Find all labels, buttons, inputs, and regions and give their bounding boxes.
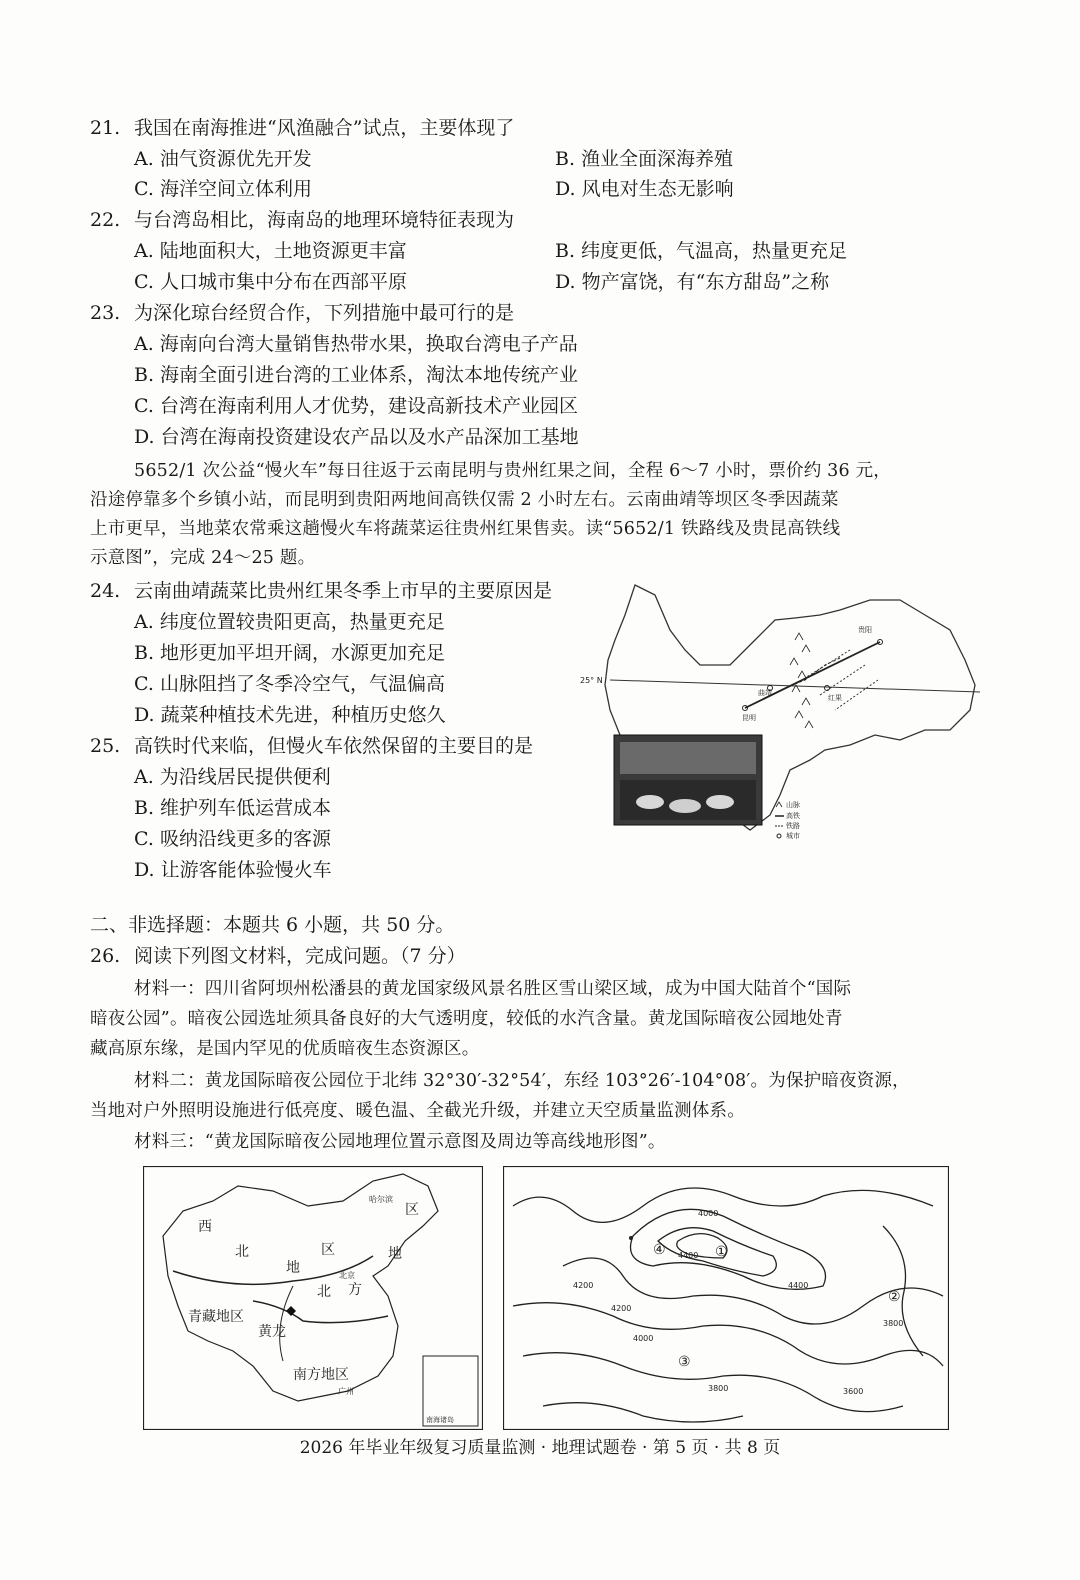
q25-option-a: A. 为沿线居民提供便利 [134, 766, 331, 788]
q24-option-b: B. 地形更加平坦开阔，水源更加充足 [134, 642, 446, 664]
passage-line: 上市更早，当地菜农常乘这趟慢火车将蔬菜运往贵州红果售卖。读“5652/1 铁路线及贵昆高铁线 [90, 519, 841, 539]
svg-text:区: 区 [321, 1242, 335, 1258]
svg-text:①: ① [715, 1244, 728, 1260]
svg-text:3800: 3800 [708, 1384, 729, 1393]
svg-text:哈尔滨: 哈尔滨 [369, 1195, 393, 1204]
map-legend [775, 800, 800, 840]
q24-option-d: D. 蔬菜种植技术先进，种植历史悠久 [134, 704, 446, 726]
svg-text:山脉: 山脉 [786, 801, 800, 809]
material-2-line: 材料二：黄龙国际暗夜公园位于北纬 32°30′-32°54′，东经 103°26′-104°08′。为保护暗夜资源， [134, 1071, 910, 1091]
china-location-map [143, 1166, 483, 1430]
svg-text:3600: 3600 [843, 1387, 864, 1396]
q23-option-a: A. 海南向台湾大量销售热带水果，换取台湾电子产品 [134, 333, 578, 355]
passage-line: 示意图”，完成 24～25 题。 [90, 548, 316, 568]
material-2-line: 当地对户外照明设施进行低亮度、暖色温、全截光升级，并建立天空质量监测体系。 [90, 1101, 745, 1121]
question-24-stem: 24. 云南曲靖蔬菜比贵州红果冬季上市早的主要原因是 [90, 580, 553, 602]
section-heading: 二、非选择题：本题共 6 小题，共 50 分。 [90, 914, 455, 936]
question-number: 23. [90, 302, 121, 324]
svg-text:西: 西 [198, 1219, 212, 1235]
svg-text:②: ② [888, 1289, 901, 1305]
q22-option-a: A. 陆地面积大，土地资源更丰富 [134, 240, 407, 262]
svg-text:南海诸岛: 南海诸岛 [426, 1416, 454, 1424]
contour-map [503, 1166, 949, 1430]
svg-text:区: 区 [405, 1202, 419, 1218]
question-number: 21. [90, 117, 121, 139]
q25-option-c: C. 吸纳沿线更多的客源 [134, 828, 331, 850]
passage-line: 沿途停靠多个乡镇小站，而昆明到贵阳两地间高铁仅需 2 小时左右。云南曲靖等坝区冬季因蔬菜 [90, 490, 839, 510]
q25-option-b: B. 维护列车低运营成本 [134, 797, 332, 819]
city-hongguo: 红果 [828, 694, 842, 702]
q21-option-a: A. 油气资源优先开发 [134, 148, 312, 170]
svg-text:方: 方 [348, 1282, 362, 1298]
q21-option-b: B. 渔业全面深海养殖 [555, 148, 734, 170]
svg-text:④: ④ [653, 1242, 666, 1258]
q21-option-d: D. 风电对生态无影响 [555, 178, 734, 200]
svg-text:4200: 4200 [573, 1281, 594, 1290]
q22-option-d: D. 物产富饶，有“东方甜岛”之称 [555, 271, 830, 293]
material-1-line: 藏高原东缘，是国内罕见的优质暗夜生态资源区。 [90, 1039, 480, 1059]
svg-text:4400: 4400 [788, 1281, 809, 1290]
q23-option-b: B. 海南全面引进台湾的工业体系，淘汰本地传统产业 [134, 364, 579, 386]
q23-option-c: C. 台湾在海南利用人才优势，建设高新技术产业园区 [134, 395, 578, 417]
qingzang-label: 青藏地区 [188, 1309, 244, 1325]
q22-option-b: B. 纬度更低，气温高，热量更充足 [555, 240, 848, 262]
material-3-line: 材料三：“黄龙国际暗夜公园地理位置示意图及周边等高线地形图”。 [134, 1132, 666, 1152]
svg-text:4400: 4400 [678, 1251, 699, 1260]
question-number: 25. [90, 735, 121, 757]
question-number: 22. [90, 209, 121, 231]
material-1-line: 暗夜公园”。暗夜公园选址须具备良好的大气透明度，较低的水汽含量。黄龙国际暗夜公园地处青 [90, 1009, 843, 1029]
q22-option-c: C. 人口城市集中分布在西部平原 [134, 271, 407, 293]
q24-option-c: C. 山脉阻挡了冬季冷空气，气温偏高 [134, 673, 445, 695]
svg-text:北京: 北京 [339, 1271, 355, 1280]
svg-text:③: ③ [678, 1354, 691, 1370]
huanglong-label: 黄龙 [258, 1324, 286, 1340]
question-number: 26. [90, 945, 121, 967]
svg-text:高铁: 高铁 [786, 812, 800, 820]
q21-option-c: C. 海洋空间立体利用 [134, 178, 312, 200]
svg-text:北: 北 [317, 1284, 331, 1300]
latitude-label: 25° N [580, 676, 603, 685]
svg-text:北: 北 [235, 1244, 249, 1260]
passage-line: 5652/1 次公益“慢火车”每日往返于云南昆明与贵州红果之间，全程 6～7 小时，票价约 36 元， [134, 461, 892, 481]
question-25-stem: 25. 高铁时代来临，但慢火车依然保留的主要目的是 [90, 735, 534, 757]
page-footer: 2026 年毕业年级复习质量监测 · 地理试题卷 · 第 5 页 · 共 8 页 [299, 1438, 781, 1458]
svg-text:地: 地 [388, 1246, 402, 1262]
question-22-stem: 22. 与台湾岛相比，海南岛的地理环境特征表现为 [90, 209, 515, 231]
nanfang-label: 南方地区 [293, 1367, 349, 1383]
q24-option-a: A. 纬度位置较贵阳更高，热量更充足 [134, 611, 445, 633]
svg-text:4000: 4000 [698, 1209, 719, 1218]
question-number: 24. [90, 580, 121, 602]
svg-text:3800: 3800 [883, 1319, 904, 1328]
railway-map [580, 570, 990, 850]
svg-text:4200: 4200 [611, 1304, 632, 1313]
q23-option-d: D. 台湾在海南投资建设农产品以及水产品深加工基地 [134, 426, 579, 448]
city-guiyang: 贵阳 [858, 626, 872, 634]
question-26-stem: 26. 阅读下列图文材料，完成问题。（7 分） [90, 945, 466, 967]
svg-text:城市: 城市 [786, 832, 800, 840]
city-qujing: 曲靖 [758, 689, 772, 697]
question-21-stem: 21. 我国在南海推进“风渔融合”试点，主要体现了 [90, 117, 515, 139]
svg-text:铁路: 铁路 [786, 822, 800, 830]
q25-option-d: D. 让游客能体验慢火车 [134, 859, 332, 881]
svg-text:4000: 4000 [633, 1334, 654, 1343]
svg-text:广州: 广州 [338, 1387, 354, 1396]
svg-text:地: 地 [286, 1260, 300, 1276]
material-1-line: 材料一：四川省阿坝州松潘县的黄龙国家级风景名胜区雪山梁区域，成为中国大陆首个“国际 [134, 979, 852, 999]
question-23-stem: 23. 为深化琼台经贸合作，下列措施中最可行的是 [90, 302, 515, 324]
city-kunming: 昆明 [742, 714, 756, 722]
